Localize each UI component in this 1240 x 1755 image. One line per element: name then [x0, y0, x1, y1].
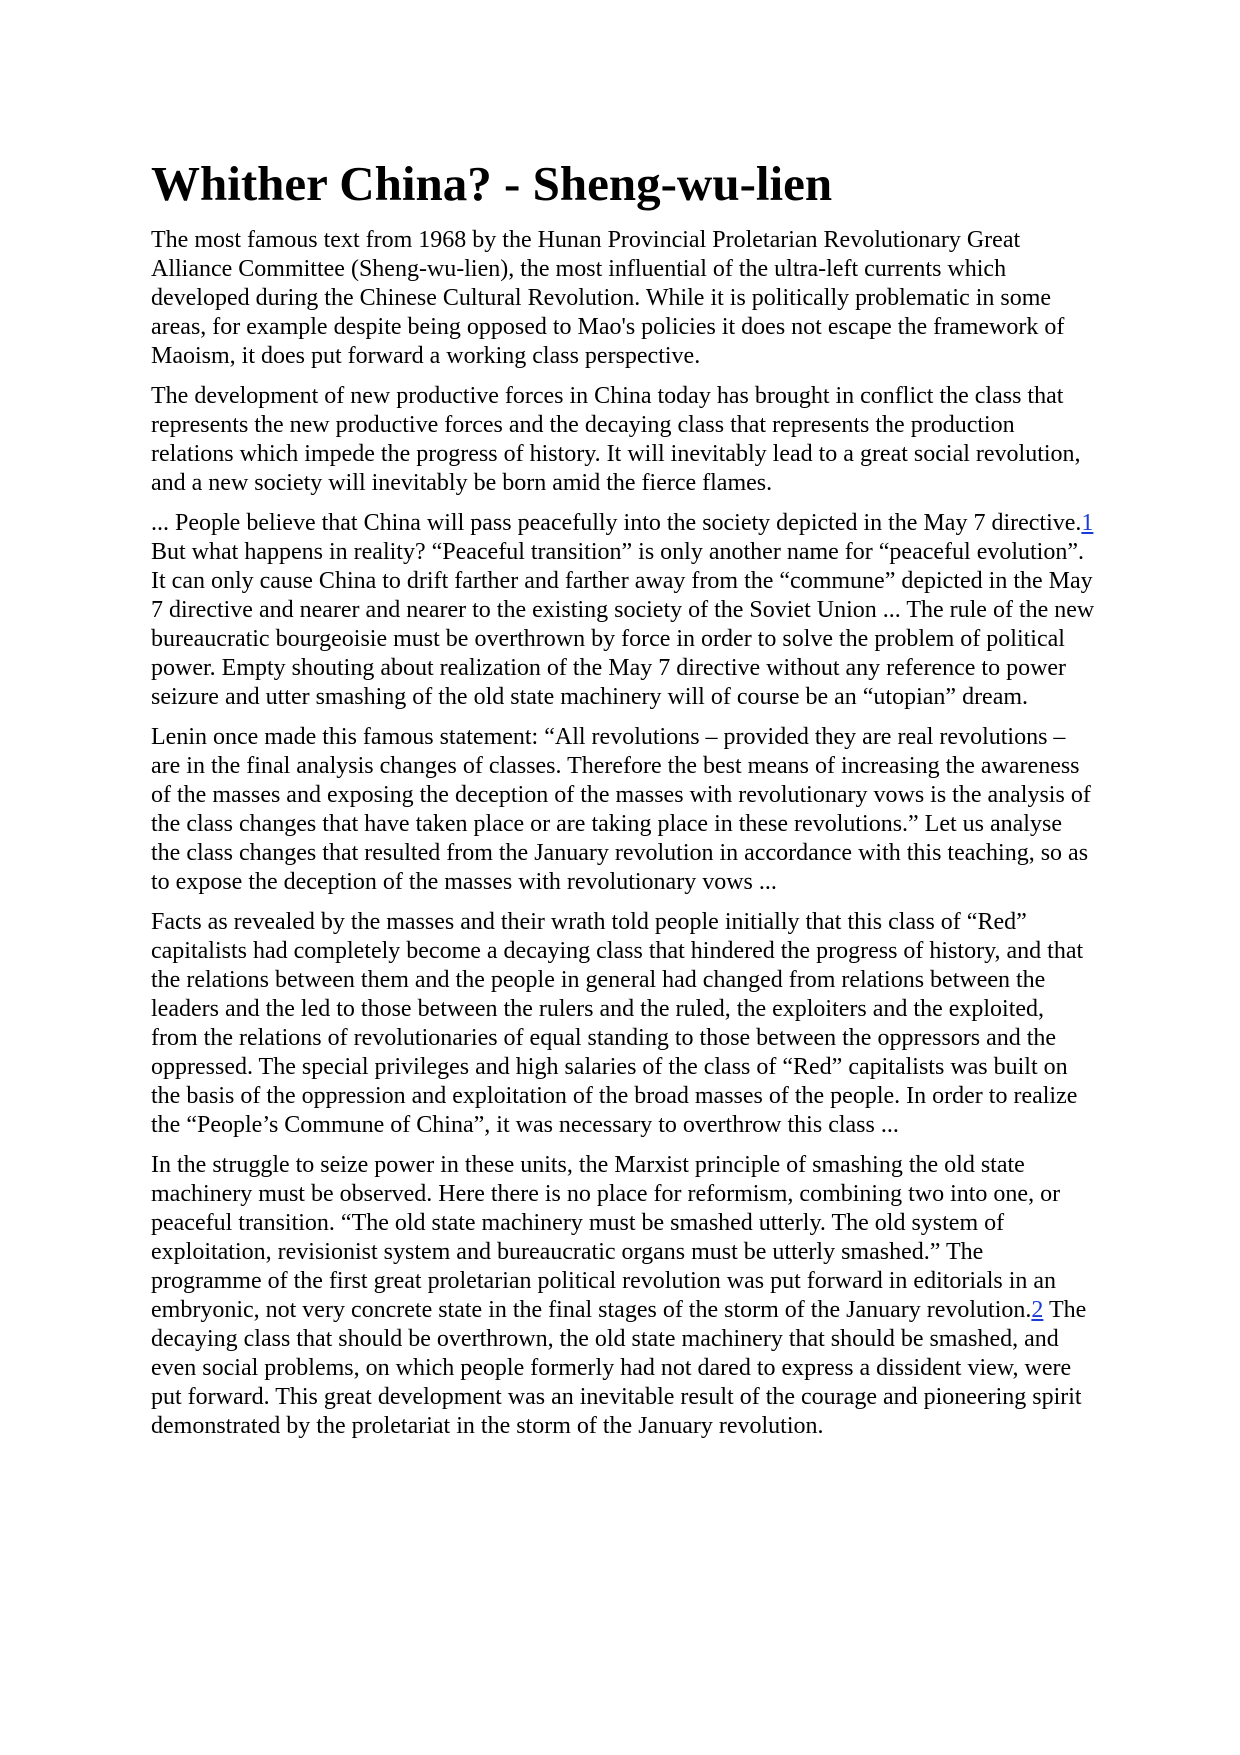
paragraph-text: ... People believe that China will pass peacefully into the society depicted in the May 7 directive.: [151, 510, 1082, 537]
paragraph-text: But what happens in reality? “Peaceful transition” is only another name for “peaceful evolution”. It can only cause China to drift farther and farther away from the “commune” depicted in the May 7 directive and nearer and nearer to the existing society of the Soviet Union ... The rule of the new bureaucratic bourgeoisie must be overthrown by force in order to solve the problem of political power. Empty shouting about realization of the May 7 directive without any reference to power seizure and utter smashing of the old state machinery will of course be an “utopian” dream.: [151, 539, 1095, 711]
document-title: Whither China? - Sheng-wu-lien: [151, 156, 833, 211]
paragraph-lenin-quote: Lenin once made this famous statement: “All revolutions – provided they are real revolutions – are in the final analysis changes of classes. Therefore the best means of increasing the awareness of the masses and exposing the deception of the masses with revolutionary vows is the analysis of the class changes that have taken place or are taking place in these revolutions.” Let us analyse the class changes that resulted from the January revolution in accordance with this teaching, so as to expose the deception of the masses with revolutionary vows ...: [151, 724, 1091, 896]
paragraph-productive-forces: The development of new productive forces in China today has brought in conflict the class that represents the new productive forces and the decaying class that represents the production relations which impede the progress of history. It will inevitably lead to a great social revolution, and a new society will inevitably be born amid the fierce flames.: [151, 383, 1081, 497]
footnote-link-2[interactable]: 2: [1031, 1297, 1044, 1324]
paragraph-may-7-directive: [151, 509, 1096, 712]
document-page: [151, 156, 1096, 1452]
paragraph-red-capitalists: Facts as revealed by the masses and their wrath told people initially that this class of “Red” capitalists had completely become a decaying class that hindered the progress of history, and that the relations between them and the people in general had changed from relations between the leaders and the led to those between the rulers and the ruled, the exploiters and the exploited, from the relations of revolutionaries of equal standing to those between the oppressors and the oppressed. The special privileges and high salaries of the class of “Red” capitalists was built on the basis of the oppression and exploitation of the broad masses of the people. In order to realize the “People’s Commune of China”, it was necessary to overthrow this class ...: [151, 909, 1084, 1139]
paragraph-seize-power: [151, 1151, 1096, 1441]
intro-paragraph: The most famous text from 1968 by the Hunan Provincial Proletarian Revolutionary Great Alliance Committee (Sheng-wu-lien), the most influential of the ultra-left currents which developed during the Chinese Cultural Revolution. While it is politically problematic in some areas, for example despite being opposed to Mao's policies it does not escape the framework of Maoism, it does put forward a working class perspective.: [151, 227, 1065, 370]
paragraph-text: In the struggle to seize power in these units, the Marxist principle of smashing the old state machinery must be observed. Here there is no place for reformism, combining two into one, or peaceful transition. “The old state machinery must be smashed utterly. The old system of exploitation, revisionist system and bureaucratic organs must be utterly smashed.” The programme of the first great proletarian political revolution was put forward in editorials in an embryonic, not very concrete state in the final stages of the storm of the January revolution.: [151, 1152, 1061, 1324]
paragraph-text: The decaying class that should be overthrown, the old state machinery that should be smashed, and even social problems, on which people formerly had not dared to express a dissident view, were put forward. This great development was an inevitable result of the courage and pioneering spirit demonstrated by the proletariat in the storm of the January revolution.: [151, 1297, 1087, 1440]
footnote-link-1[interactable]: 1: [1081, 510, 1094, 537]
